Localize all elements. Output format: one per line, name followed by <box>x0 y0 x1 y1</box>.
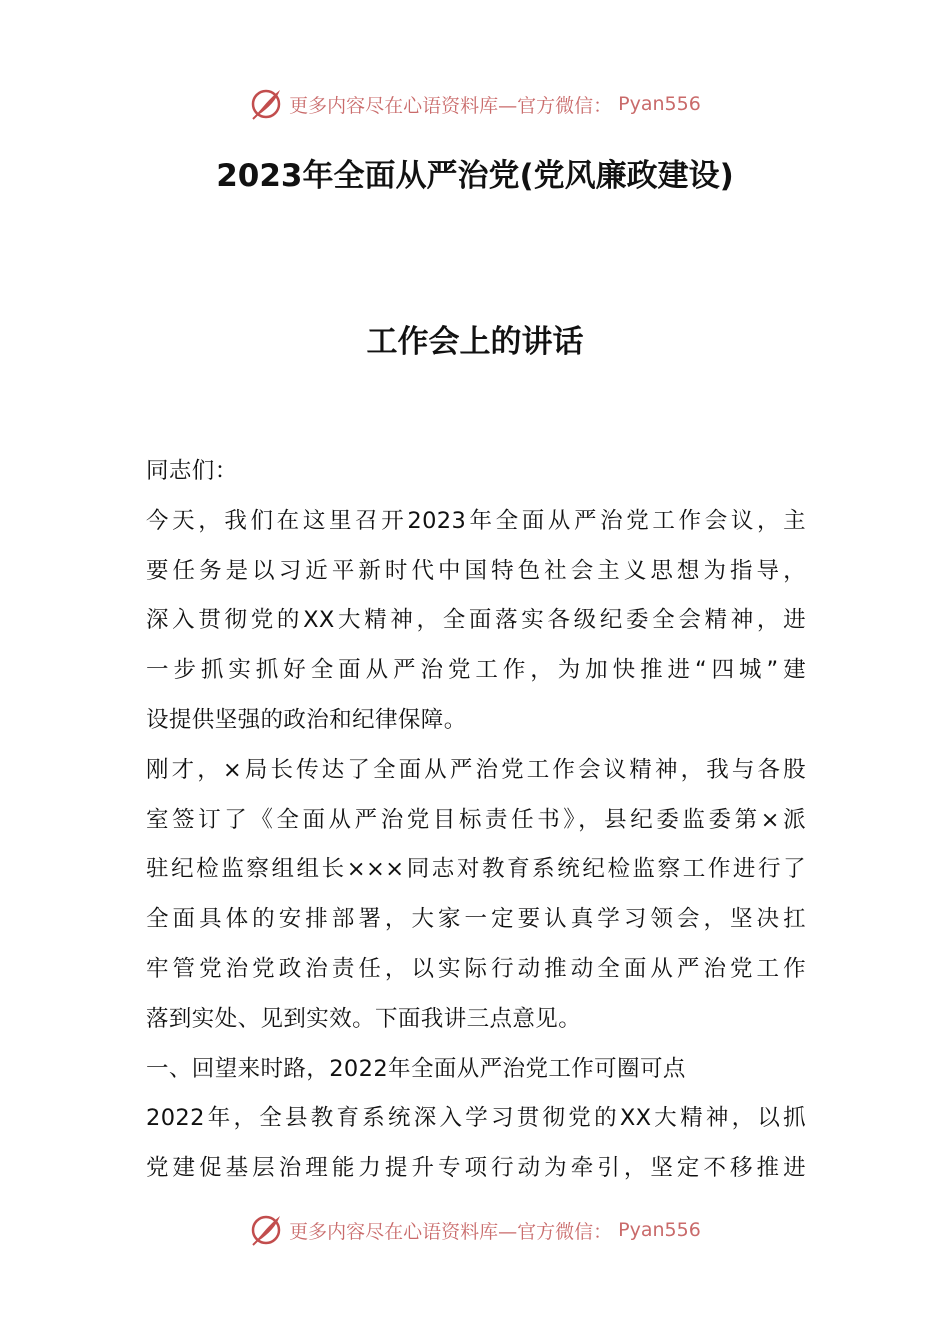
text-line: 同志们： <box>146 458 238 484</box>
document-title-line-2: 工作会上的讲话 <box>366 324 584 360</box>
text-line: 一步抓实抓好全面从严治党工作，为加快推进“四城”建 <box>146 657 806 684</box>
text-line: 党建促基层治理能力提升专项行动为牵引，坚定不移推进 <box>146 1155 806 1182</box>
text-line: 深入贯彻党的XX大精神，全面落实各级纪委全会精神，进 <box>146 607 806 634</box>
text-line: 驻纪检监察组组长×××同志对教育系统纪检监察工作进行了 <box>146 856 806 883</box>
text-line: 刚才，×局长传达了全面从严治党工作会议精神，我与各股 <box>146 756 806 783</box>
header-watermark <box>0 84 950 124</box>
speech-body <box>146 447 806 1194</box>
text-line: 牢管党治党政治责任，以实际行动推动全面从严治党工作 <box>146 955 806 982</box>
watermark-text: 更多内容尽在心语资料库—官方微信： <box>289 94 613 117</box>
watermark-wechat-id: Pyan556 <box>618 93 701 115</box>
watermark-wechat-id: Pyan556 <box>618 1219 701 1241</box>
quill-logo-icon <box>249 87 283 121</box>
watermark-text: 更多内容尽在心语资料库—官方微信： <box>289 1220 613 1243</box>
text-line: 落到实处、见到实效。下面我讲三点意见。 <box>146 1005 582 1032</box>
text-line: 2022年，全县教育系统深入学习贯彻党的XX大精神，以抓 <box>146 1105 806 1132</box>
text-line: 室签订了《全面从严治党目标责任书》，县纪委监委第×派 <box>146 806 806 833</box>
quill-logo-icon <box>249 1213 283 1247</box>
text-line: 今天，我们在这里召开2023年全面从严治党工作会议，主 <box>146 507 806 534</box>
text-line: 要任务是以习近平新时代中国特色社会主义思想为指导， <box>146 557 806 584</box>
text-line: 全面具体的安排部署，大家一定要认真学习领会，坚决扛 <box>146 906 806 933</box>
text-line: 设提供坚强的政治和纪律保障。 <box>146 706 467 733</box>
section-heading: 一、回望来时路，2022年全面从严治党工作可圈可点 <box>146 1055 686 1082</box>
document-title-line-1: 2023年全面从严治党(党风廉政建设) <box>216 158 734 194</box>
footer-watermark <box>0 1210 950 1250</box>
